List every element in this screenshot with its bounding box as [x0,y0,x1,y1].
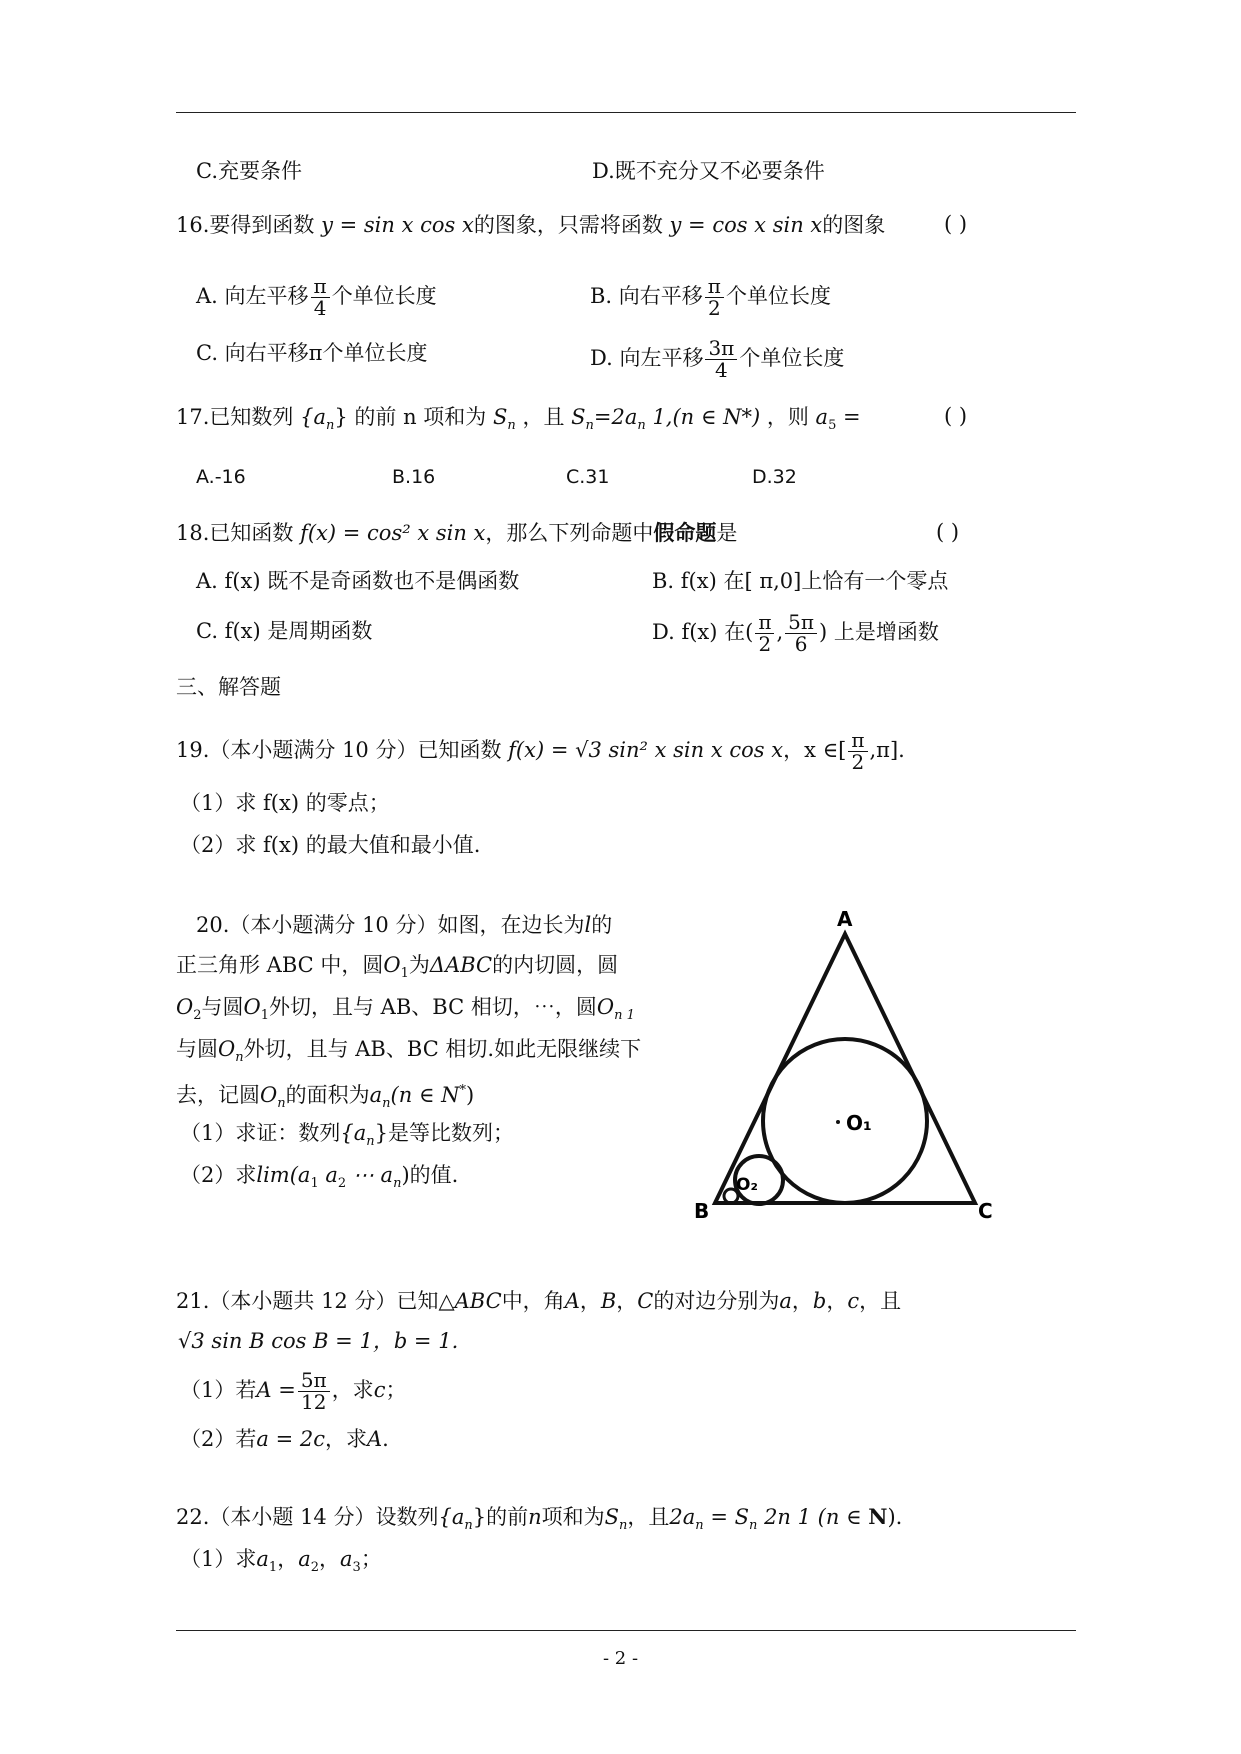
center-dot-o1 [836,1120,840,1124]
q20-part-2: （2）求$\lim(a_1$ $a_2$ ⋯ $a_n$)的值. [180,1163,459,1192]
page-number: - 2 - [602,1648,639,1669]
q17-option-d: D.32 [752,466,797,488]
q21-stem: 21.（本小题共 12 分）已知△ABC中，角A，B，C的对边分别为a，b，c，且 [176,1289,902,1313]
q19-part-2: （2）求 f(x) 的最大值和最小值. [180,833,481,857]
label-o1: O₁ [846,1111,872,1135]
label-o2: O₂ [736,1175,758,1195]
fraction: $\frac{\pi}{2}$ [705,276,724,319]
q15-option-d: D.既不充分又不必要条件 [592,159,825,183]
q19-stem: 19.（本小题满分 10 分）已知函数 f(x) = √3 sin² x sin x cos x，x ∈[ $\frac{\pi}{2}$ ,π]. [176,728,905,774]
q17-answer-blank: ( ) [944,404,968,428]
fraction: $\frac{3\pi}{4}$ [705,338,737,381]
q16-option-a: A. 向左平移 $\frac{\pi}{4}$ 个单位长度 [196,274,437,320]
fraction: $\frac{\pi}{2}$ [755,612,774,655]
q21-part-1: （1）若A = $\frac{5\pi}{12}$ ，求c； [180,1368,407,1414]
fraction: $\frac{\pi}{4}$ [311,276,330,319]
q16-option-c: C. 向右平移π个单位长度 [196,341,428,365]
q20-line-2: 正三角形 ABC 中，圆$O_1$为ΔABC的内切圆，圆 [176,953,619,982]
label-a: A [837,907,853,931]
q16-option-b: B. 向右平移 $\frac{\pi}{2}$ 个单位长度 [590,274,831,320]
label-b: B [694,1199,710,1223]
q18-option-d: D. f(x) 在( $\frac{\pi}{2}$ , $\frac{5\pi}{6}$ ) 上是增函数 [652,610,939,656]
q20-line-4: 与圆$O_n$外切，且与 AB、BC 相切.如此无限继续下 [176,1037,642,1066]
q20-part-1: （1）求证：数列$\{a_n\}$是等比数列； [180,1121,515,1150]
q20-line-5: 去，记圆$O_n$的面积为$a_n(n$ ∈ N*) [176,1083,475,1112]
section-title: 三、解答题 [176,675,281,699]
q18-stem: 18.已知函数 f(x) = cos² x sin x，那么下列命题中假命题是 [176,520,738,545]
q18-answer-blank: ( ) [936,520,960,544]
footer-rule [176,1630,1076,1631]
q17-stem: 17.已知数列 $\{a_n\}$ 的前 n 项和为 $S_n$ ，且 $S_n=2a_n$ 1,(n ∈ N*) ，则 $a_5$ = [176,405,861,434]
q22-part-1: （1）求$a_1$，$a_2$，$a_3$； [180,1547,382,1576]
q15-option-c: C.充要条件 [196,159,302,183]
q18-option-a: A. f(x) 既不是奇函数也不是偶函数 [196,569,520,593]
q21-part-2: （2）若a = 2c，求A. [180,1427,389,1451]
q16-option-d: D. 向左平移 $\frac{3\pi}{4}$ 个单位长度 [590,336,845,382]
q20-line-1: 20.（本小题满分 10 分）如图，在边长为l的 [196,913,613,937]
circle-o1 [763,1039,927,1203]
q17-option-b: B.16 [392,466,436,488]
q22-stem: 22.（本小题 14 分）设数列$\{a_n\}$的前n项和为$S_n$，且$2a_n = S_n$ 2n 1 (n ∈ N). [176,1504,903,1534]
q18-option-c: C. f(x) 是周期函数 [196,619,373,643]
q21-condition: √3 sin B cos B = 1，b = 1. [178,1329,459,1353]
q20-line-3: $O_2$与圆$O_1$外切，且与 AB、BC 相切，⋯，圆$O_{n 1}$ [176,995,635,1024]
q17-option-c: C.31 [566,466,610,488]
q16-answer-blank: ( ) [944,212,968,236]
q16-stem: 16.要得到函数 y = sin x cos x的图象，只需将函数 y = cos x sin x的图象 [176,213,886,237]
fraction: $\frac{5\pi}{6}$ [785,612,817,655]
triangle-abc [715,934,975,1203]
label-c: C [978,1199,993,1223]
fraction: $\frac{5\pi}{12}$ [298,1370,330,1413]
q19-part-1: （1）求 f(x) 的零点； [180,791,390,815]
header-rule [176,112,1076,113]
triangle-inscribed-circles-figure [680,900,1010,1230]
fraction: $\frac{\pi}{2}$ [848,730,867,773]
q17-option-a: A.-16 [196,466,246,488]
q18-option-b: B. f(x) 在[ π,0]上恰有一个零点 [652,569,949,593]
